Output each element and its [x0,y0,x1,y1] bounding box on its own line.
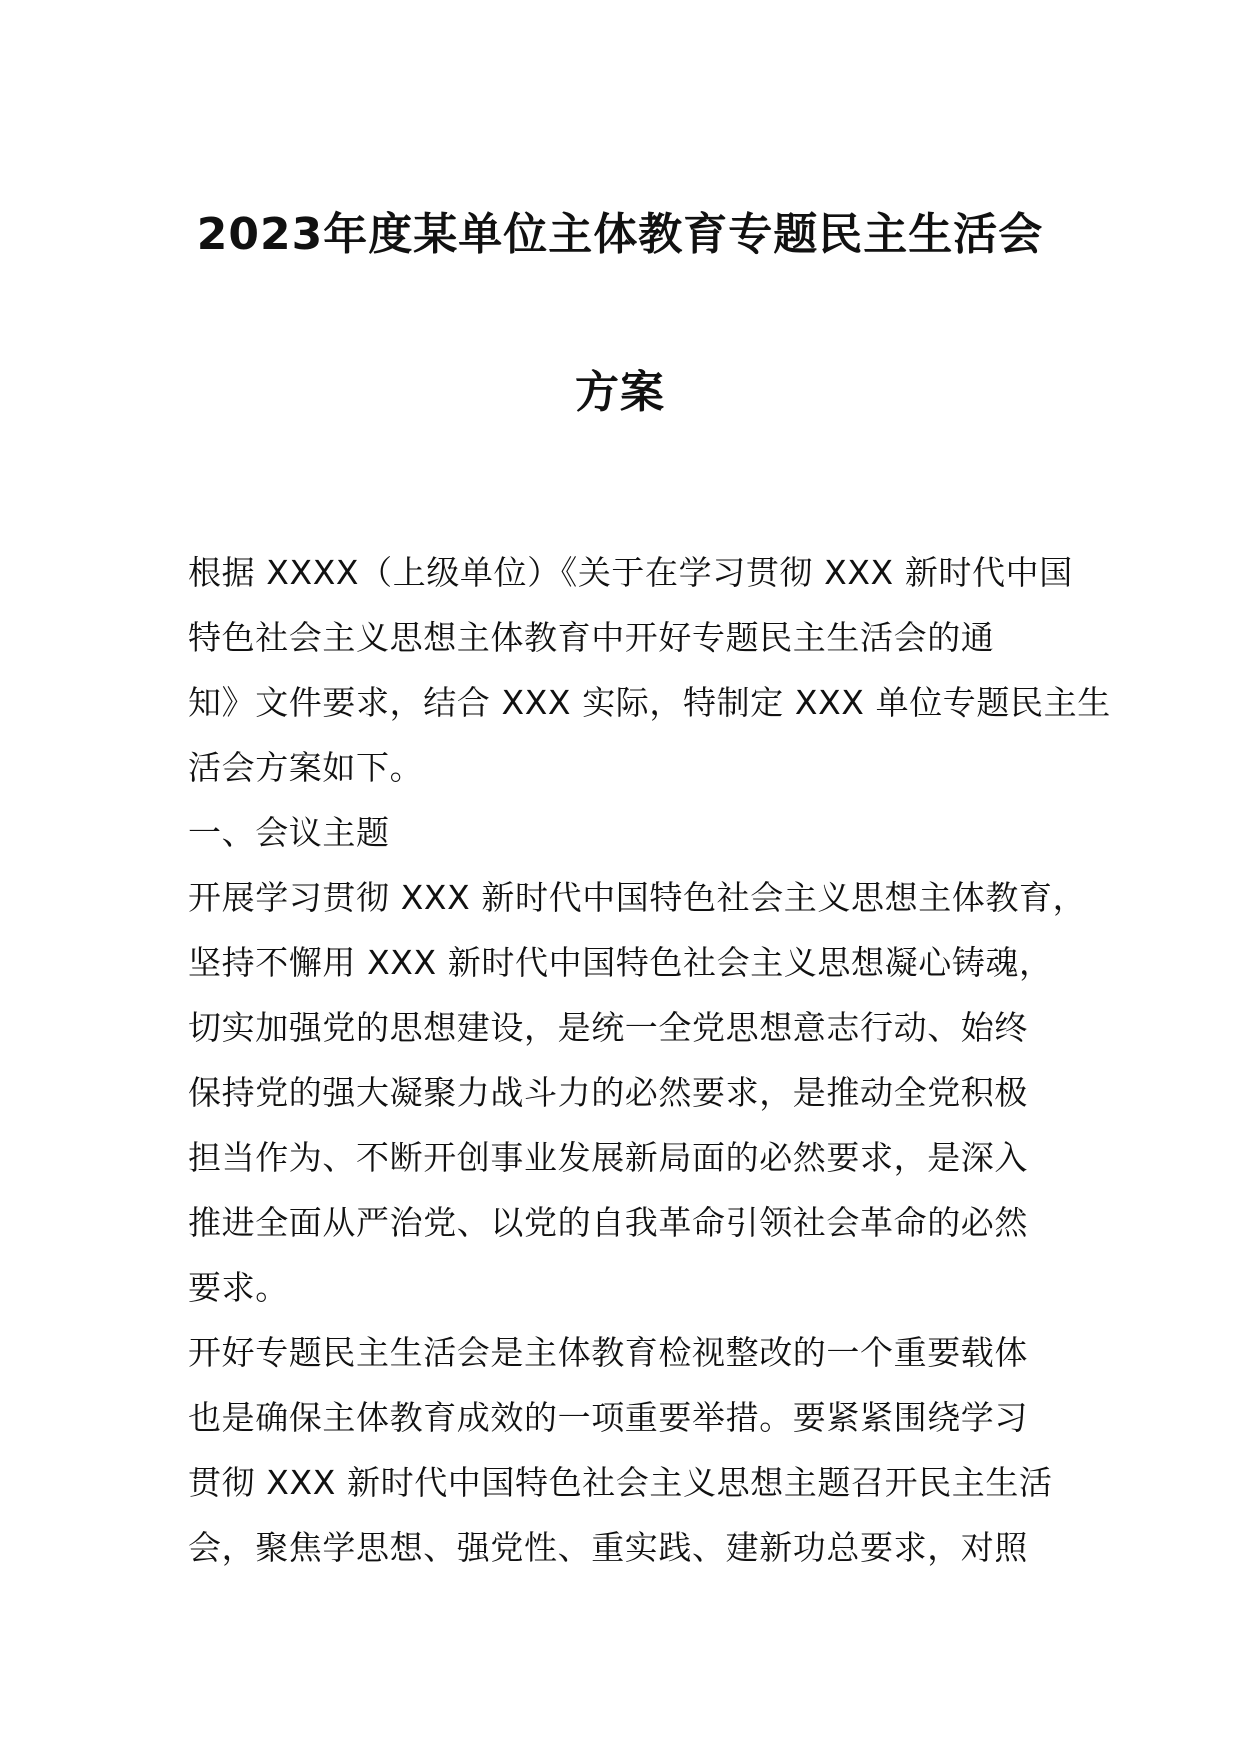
body-line: 特色社会主义思想主体教育中开好专题民主生活会的通 [188,618,995,657]
body-line: 会，聚焦学思想、强党性、重实践、建新功总要求，对照 [188,1528,1028,1567]
body-line: 切实加强党的思想建设，是统一全党思想意志行动、始终 [188,1008,1028,1047]
body-line: 推进全面从严治党、以党的自我革命引领社会革命的必然 [188,1203,1028,1242]
body-line: 保持党的强大凝聚力战斗力的必然要求，是推动全党积极 [188,1073,1028,1112]
body-line: 要求。 [188,1268,289,1307]
body-line: 知》文件要求，结合 XXX 实际，特制定 XXX 单位专题民主生 [188,683,1111,722]
body-line: 坚持不懈用 XXX 新时代中国特色社会主义思想凝心铸魂， [188,943,1053,982]
body-line: 根据 XXXX（上级单位）《关于在学习贯彻 XXX 新时代中国 [188,553,1073,592]
body-line: 开好专题民主生活会是主体教育检视整改的一个重要载体 [188,1333,1028,1372]
document-body [188,540,1111,1580]
body-line: 也是确保主体教育成效的一项重要举措。要紧紧围绕学习 [188,1398,1028,1437]
body-line: 贯彻 XXX 新时代中国特色社会主义思想主题召开民主生活 [188,1463,1053,1502]
section-heading: 一、会议主题 [188,813,390,852]
document-title-line-2: 方案 [575,367,665,418]
document-title-line-1: 2023年度某单位主体教育专题民主生活会 [196,209,1044,260]
body-line: 活会方案如下。 [188,748,424,787]
body-line: 开展学习贯彻 XXX 新时代中国特色社会主义思想主体教育， [188,878,1087,917]
body-line: 担当作为、不断开创事业发展新局面的必然要求，是深入 [188,1138,1028,1177]
